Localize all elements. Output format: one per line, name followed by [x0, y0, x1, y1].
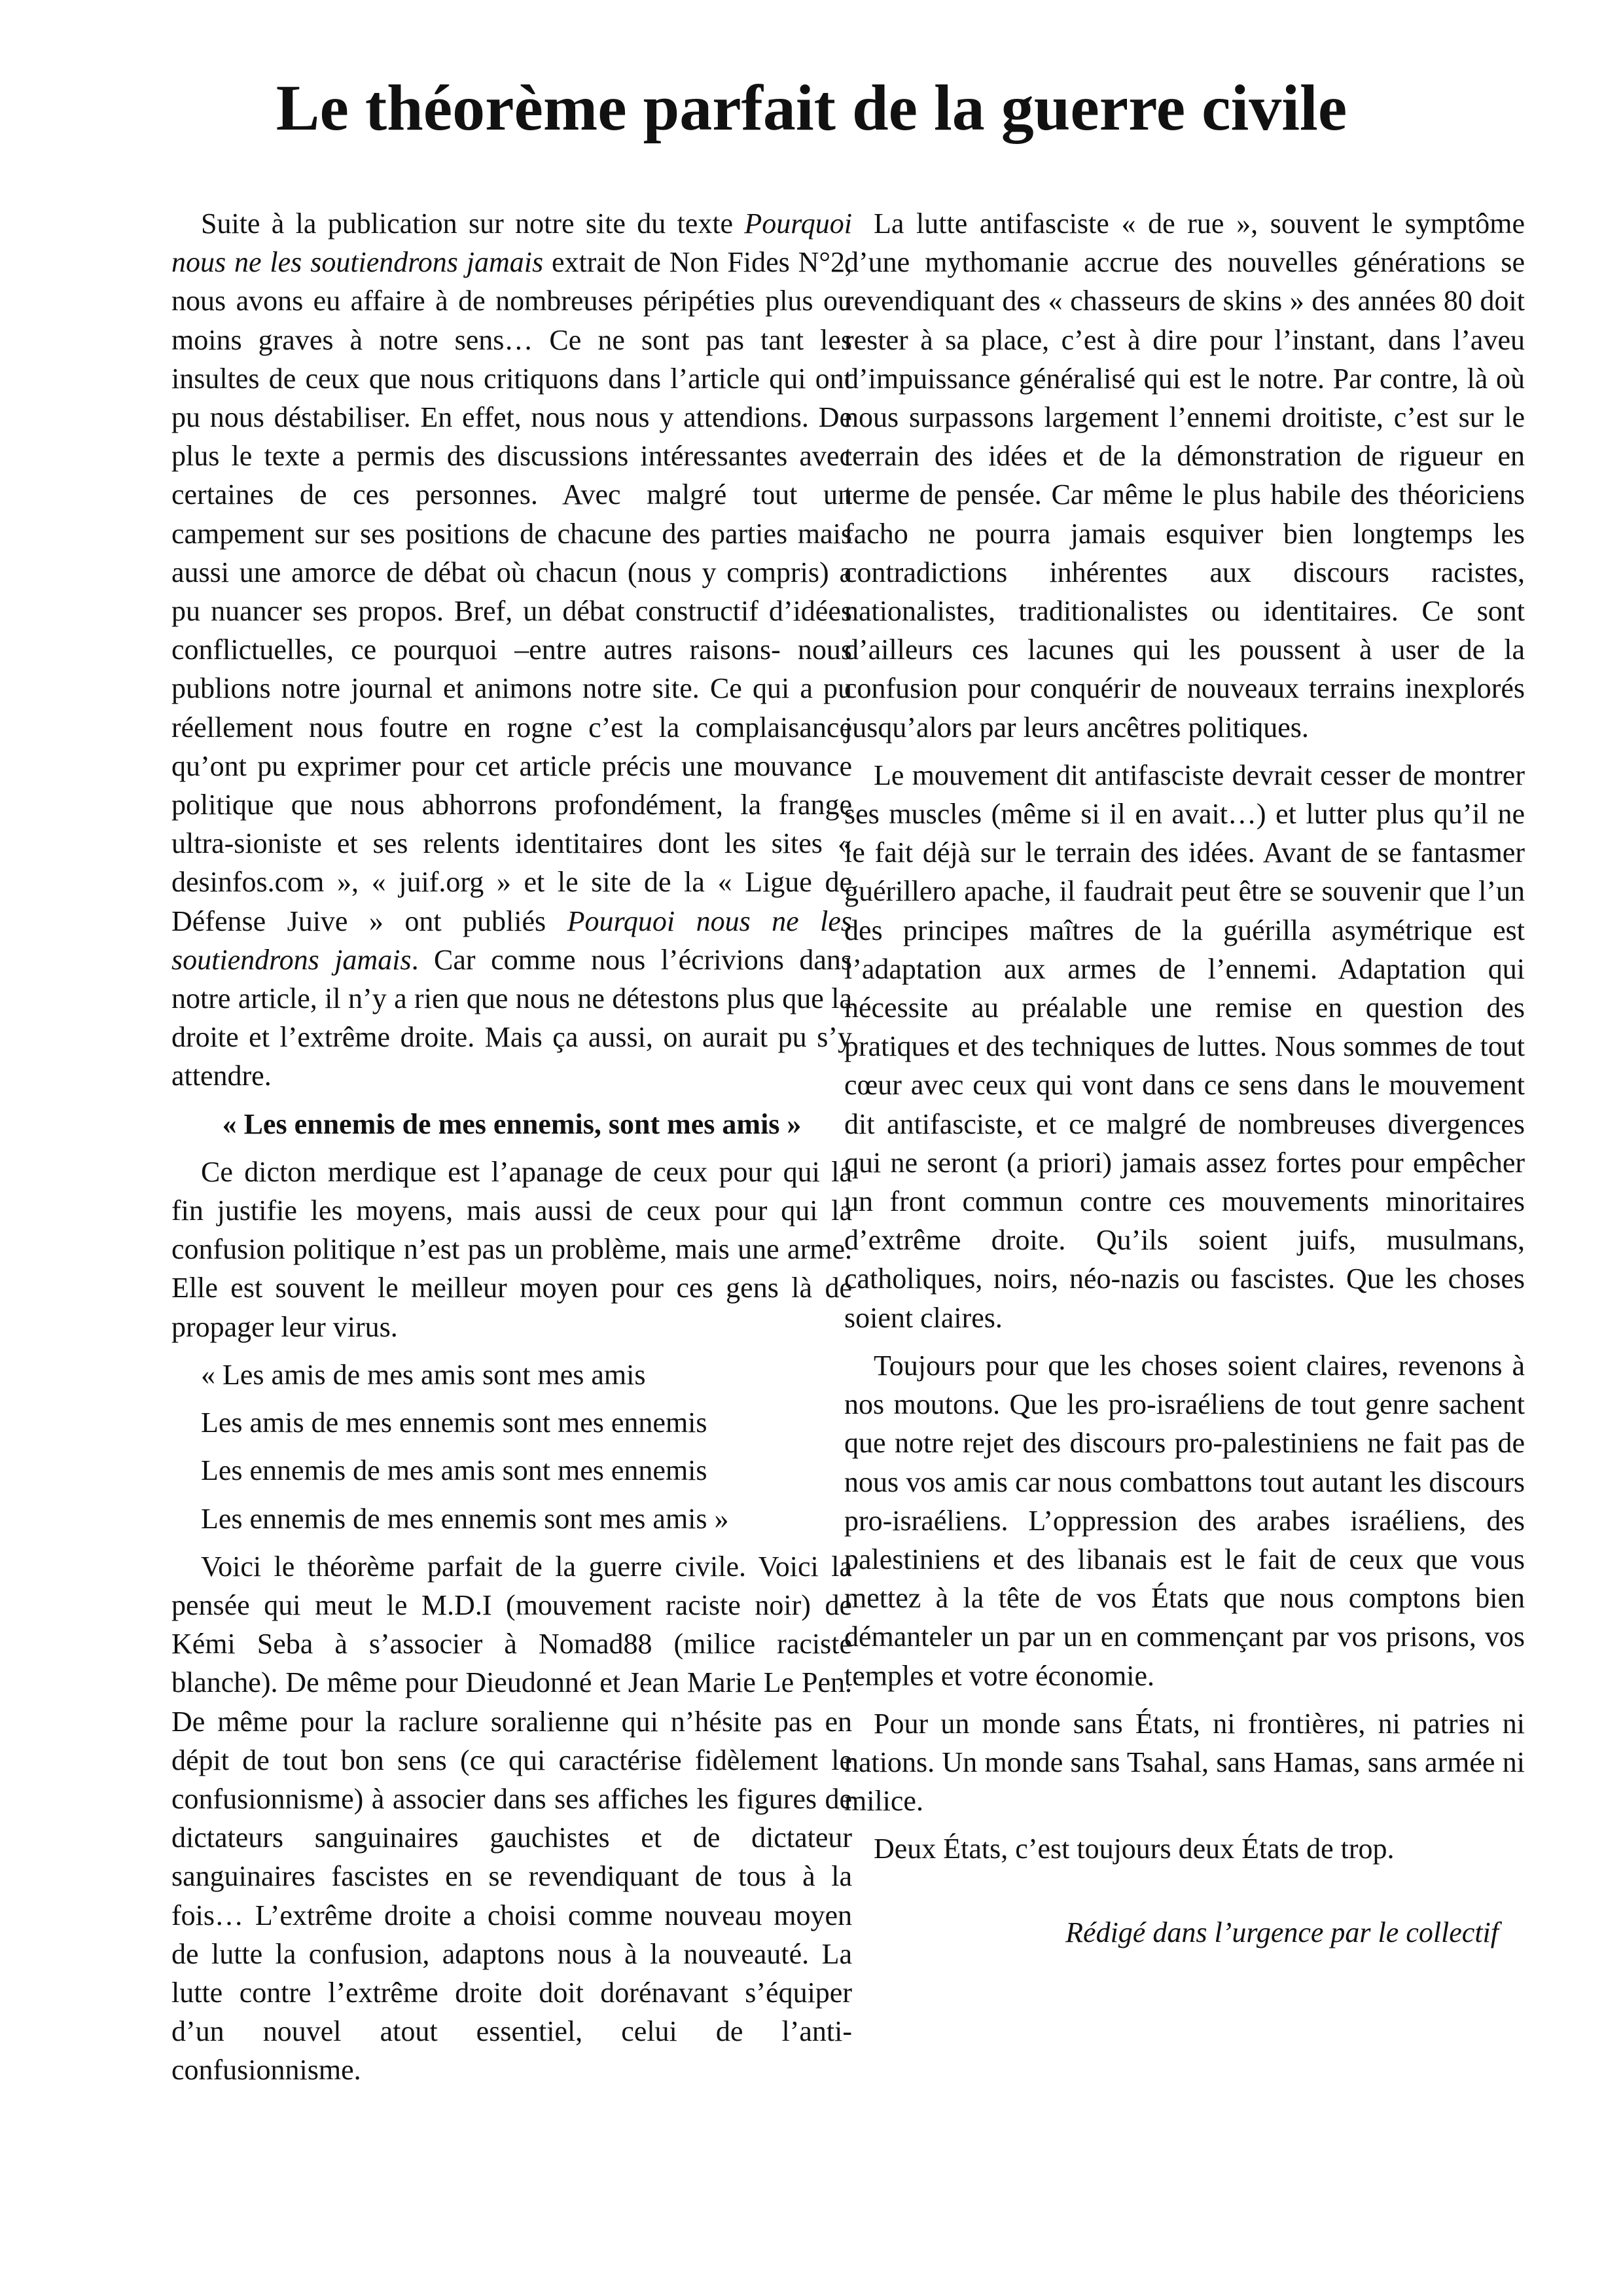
right-column — [844, 204, 1525, 1952]
verse-line: Les ennemis de mes amis sont mes ennemis — [201, 1454, 707, 1487]
page-title: Le théorème parfait de la guerre civile — [276, 71, 1347, 144]
verse-line: « Les amis de mes amis sont mes amis — [201, 1358, 646, 1391]
paragraph-dicton: Ce dicton merdique est l’apanage de ceux pour qui la fin justifie les moyens, mais aussi de ceux pour qui la confusion politique n’est pas un problème, mais une arme. Elle est souvent le meilleur moyen pour ces gens là de propager leur virus. — [171, 1155, 852, 1343]
text-segment: extrait de Non Fides N°2, nous avons eu affaire à de nombreuses péripéties plus ou moins graves à notre sens… Ce ne sont pas tant les insultes de ceux que nous critiquons dans l’article qui ont pu nous déstabiliser. En effet, nous nous y attendions. De plus le texte a permis des discussions intéressantes avec certaines de ces personnes. Avec malgré tout un campement sur ses positions de chacune des parties mais aussi une amorce de débat où chacun (nous y compris) a pu nuancer ses propos. Bref, un débat constructif d’idées conflictuelles, ce pourquoi –entre autres raisons- nous publions notre journal et animons notre site. Ce qui a pu réellement nous foutre en rogne c’est la complaisance qu’ont pu exprimer pour cet article précis une mouvance politique que nous abhorrons profondément, la frange ultra-sioniste et ses relents identitaires dont les sites « desinfos.com », « juif.org » et le site de la « Ligue de Défense Juive » ont publiés — [171, 246, 852, 937]
verse-line: Les amis de mes ennemis sont mes ennemis — [201, 1407, 707, 1439]
paragraph-theoreme: Voici le théorème parfait de la guerre civile. Voici la pensée qui meut le M.D.I (mouvement raciste noir) de Kémi Seba à s’associer à Nomad88 (milice raciste blanche). De même pour Dieudonné et Jean Marie Le Pen. De même pour la raclure soralienne qui n’hésite pas en dépit de tout bon sens (ce qui caractérise fidèlement le confusionnisme) à associer dans ses affiches les figures de dictateurs sanguinaires gauchistes et de dictateur sanguinaires fascistes en se revendiquant de tous à la fois… L’extrême droite a choisi comme nouveau moyen de lutte la confusion, adaptons nous à la nouveauté. La lutte contre l’extrême droite doit dorénavant s’équiper d’un nouvel atout essentiel, celui de l’anti-confusionnisme. — [171, 1550, 852, 2087]
paragraph-mouvement-antifasciste: Le mouvement dit antifasciste devrait cesser de montrer ses muscles (même si il en avait…) et lutter plus qu’il ne le fait déjà sur le terrain des idées. Avant de se fantasmer guérillero apache, il faudrait peut être se souvenir que l’un des principes maîtres de la guérilla asymétrique est l’adaptation aux armes de l’ennemi. Adaptation qui nécessite au préalable une remise en question des pratiques et des techniques de luttes. Nous sommes de tout cœur avec ceux qui vont dans ce sens dans le mouvement dit antifasciste, et ce malgré de nombreuses divergences qui ne seront (a priori) jamais assez fortes pour empêcher un front commun contre ces mouvements minoritaires d’extrême droite. Qu’ils soient juifs, musulmans, catholiques, noirs, néo-nazis ou fascistes. Que les choses soient claires. — [844, 759, 1525, 1334]
article-title-reference: Pourquoi nous ne les soutiendrons jamais — [171, 207, 852, 279]
section-heading: « Les ennemis de mes ennemis, sont mes amis » — [222, 1107, 802, 1140]
paragraph-monde-sans-etats: Pour un monde sans États, ni frontières, ni patries ni nations. Un monde sans Tsahal, sans Hamas, sans armée ni milice. — [844, 1707, 1525, 1818]
article-title-reference: Pourquoi nous ne les soutiendrons jamais — [171, 905, 853, 976]
paragraph-intro — [171, 204, 852, 1096]
text-segment: . Car comme nous l’écrivions dans notre article, il n’y a rien que nous ne détestons plus que la droite et l’extrême droite. Mais ça aussi, on aurait pu s’y attendre. — [171, 943, 852, 1092]
paragraph-deux-etats: Deux États, c’est toujours deux États de trop. — [874, 1833, 1395, 1865]
left-column — [171, 204, 852, 2090]
paragraph-moutons: Toujours pour que les choses soient claires, revenons à nos moutons. Que les pro-israéliens de tout genre sachent que notre rejet des discours pro-palestiniens ne fait pas de nous vos amis car nous combattons tout autant les discours pro-israéliens. L’oppression des arabes israéliens, des palestiniens et des libanais est le fait de ceux que vous mettez à la tête de vos États que nous comptons bien démanteler un par un en commençant par vos prisons, vos temples et votre économie. — [844, 1349, 1525, 1692]
signature: Rédigé dans l’urgence par le collectif — [1065, 1916, 1499, 1948]
verse-line: Les ennemis de mes ennemis sont mes amis » — [201, 1502, 729, 1535]
text-segment: Suite à la publication sur notre site du texte — [201, 207, 745, 240]
paragraph-lutte-de-rue: La lutte antifasciste « de rue », souvent le symptôme d’une mythomanie accrue des nouvelles générations se revendiquant des « chasseurs de skins » des années 80 doit rester à sa place, c’est à dire pour l’instant, dans l’aveu d’impuissance généralisé qui est le notre. Par contre, là où nous surpassons largement l’ennemi droitiste, c’est sur le terrain des idées et de la démonstration de rigueur en terme de pensée. Car même le plus habile des théoriciens facho ne pourra jamais esquiver bien longtemps les contradictions inhérentes aux discours racistes, nationalistes, traditionalistes ou identitaires. Ce sont d’ailleurs ces lacunes qui les poussent à user de la confusion pour conquérir de nouveaux terrains inexplorés jusqu’alors par leurs ancêtres politiques. — [844, 207, 1525, 744]
